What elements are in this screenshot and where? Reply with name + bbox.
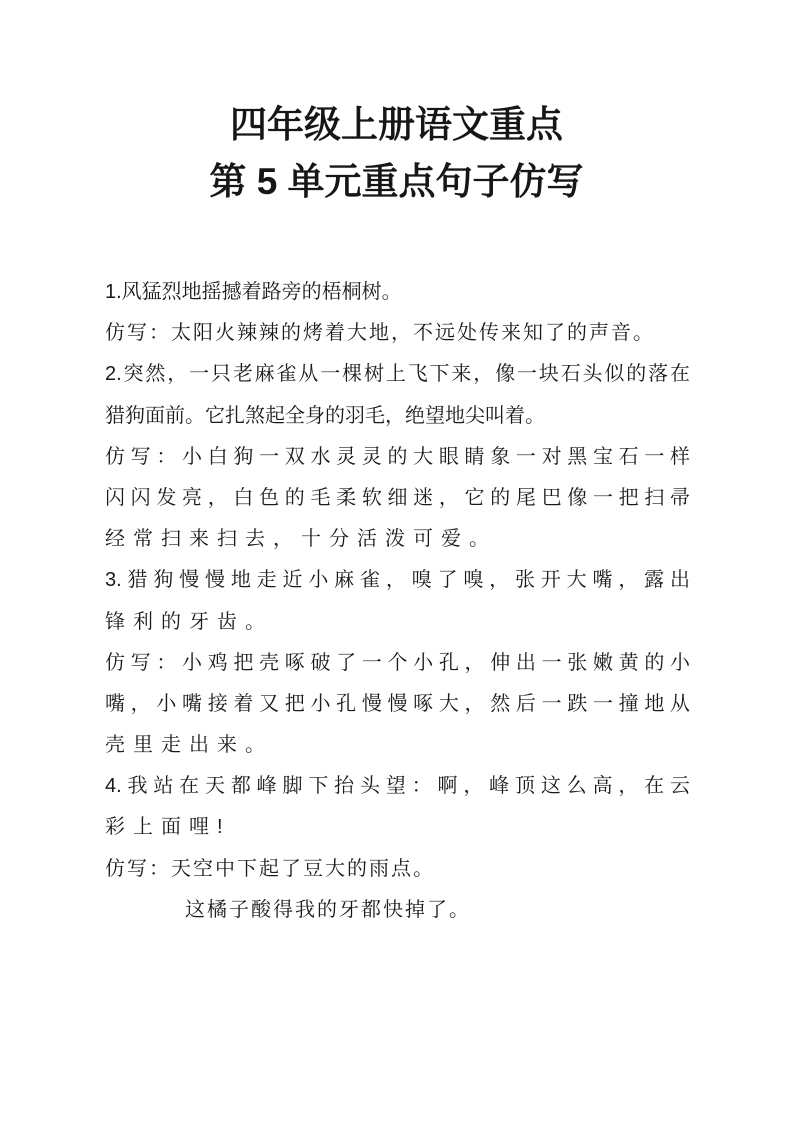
imitation-3-line-1: 仿写：小鸡把壳啄破了一个小孔，伸出一张嫩黄的小 — [105, 651, 690, 674]
title-line-1: 四年级上册语文重点 — [230, 104, 563, 145]
sentence-2-line-1: 2.突然，一只老麻雀从一棵树上飞下来，像一块石头似的落在 — [105, 363, 690, 386]
imitation-4-line-1: 仿写：天空中下起了豆大的雨点。 — [105, 857, 435, 880]
sentence-1: 1.风猛烈地摇撼着路旁的梧桐树。 — [105, 281, 402, 303]
document-title — [0, 96, 793, 210]
imitation-2-line-2: 闪闪发亮，白色的毛柔软细迷，它的尾巴像一把扫帚 — [105, 486, 690, 509]
imitation-3-line-2: 嘴，小嘴接着又把小孔慢慢啄大，然后一跌一撞地从 — [105, 692, 690, 715]
document-body — [105, 272, 690, 931]
imitation-2-line-3: 经常扫来扫去，十分活泼可爱。 — [105, 528, 497, 551]
imitation-1: 仿写：太阳火辣辣的烤着大地，不远处传来知了的声音。 — [105, 322, 655, 345]
sentence-3-line-2: 锋利的牙齿。 — [105, 610, 273, 633]
sentence-4-line-1: 4.我站在天都峰脚下抬头望：啊，峰顶这么高，在云 — [105, 775, 690, 798]
imitation-3-line-3: 壳里走出来。 — [105, 734, 273, 757]
sentence-4-line-2: 彩上面哩! — [105, 816, 231, 839]
imitation-2-line-1: 仿写：小白狗一双水灵灵的大眼睛象一对黑宝石一样 — [105, 445, 690, 468]
sentence-2-line-2: 猎狗面前。它扎煞起全身的羽毛，绝望地尖叫着。 — [105, 404, 545, 427]
imitation-4-line-2: 这橘子酸得我的牙都快掉了。 — [185, 898, 471, 921]
sentence-3-line-1: 3.猎狗慢慢地走近小麻雀，嗅了嗅，张开大嘴，露出 — [105, 569, 690, 592]
title-line-2: 第 5 单元重点句子仿写 — [209, 161, 584, 202]
